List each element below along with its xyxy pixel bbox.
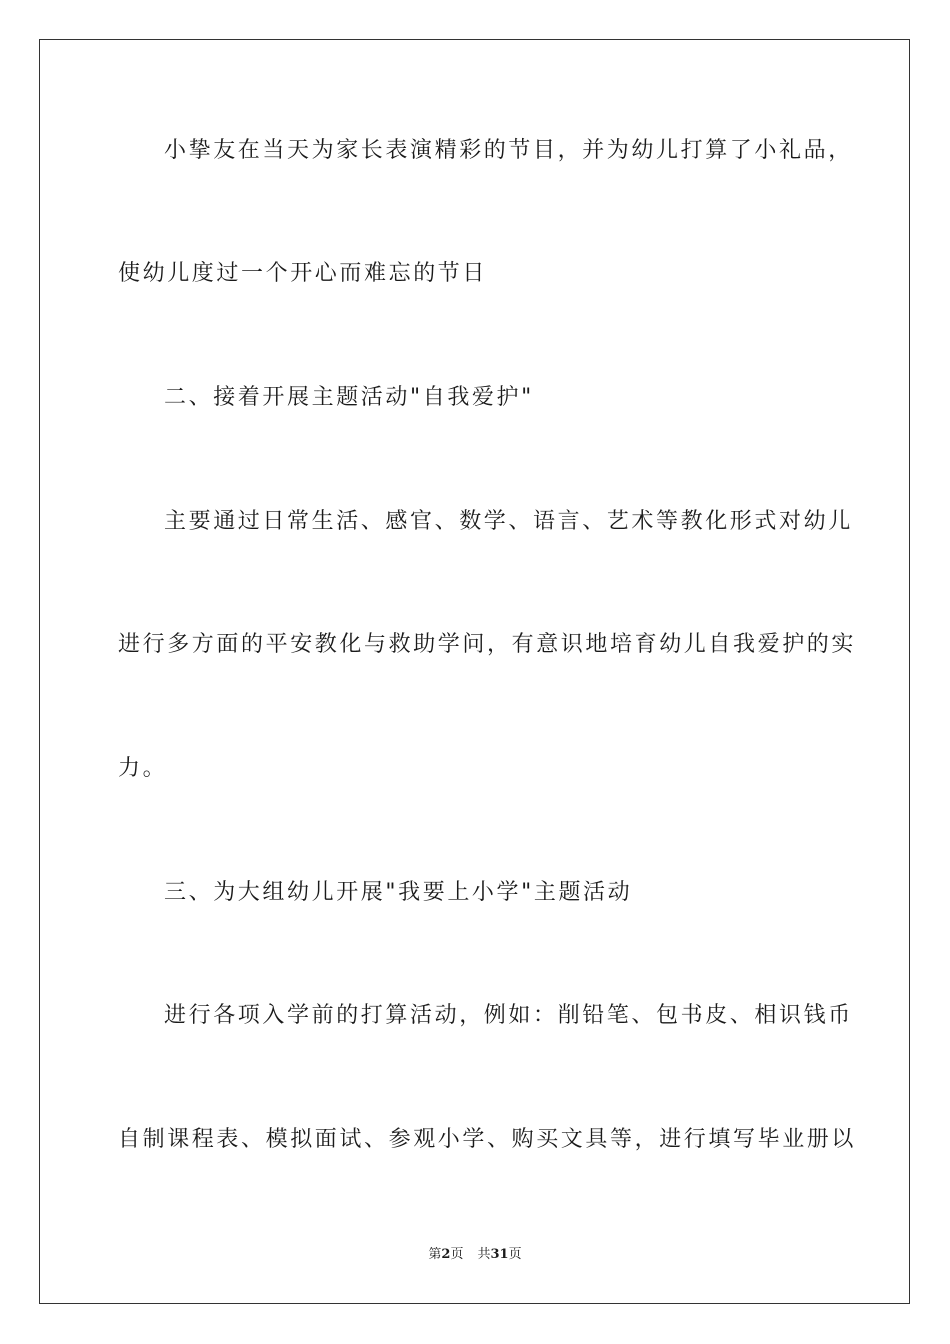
text-line-2: 使幼儿度过一个开心而难忘的节日 bbox=[118, 261, 488, 286]
page-footer bbox=[0, 1246, 950, 1264]
section-heading-2: 二、接着开展主题活动"自我爱护" bbox=[164, 385, 534, 410]
text-line-1: 小挚友在当天为家长表演精彩的节目，并为幼儿打算了小礼品， bbox=[164, 138, 853, 163]
text-line-7: 自制课程表、模拟面试、参观小学、购买文具等，进行填写毕业册以 bbox=[118, 1127, 857, 1152]
footer-total-number: 31 bbox=[490, 1247, 509, 1262]
footer-total-suffix: 页 bbox=[508, 1247, 522, 1262]
footer-page-prefix: 第 bbox=[428, 1247, 442, 1262]
footer-page-number: 2 bbox=[441, 1247, 451, 1262]
section-heading-3: 三、为大组幼儿开展"我要上小学"主题活动 bbox=[164, 880, 633, 905]
page-border bbox=[39, 39, 910, 1304]
footer-total-prefix: 共 bbox=[477, 1247, 491, 1262]
text-line-6: 进行各项入学前的打算活动，例如：削铅笔、包书皮、相识钱币 bbox=[164, 1003, 853, 1028]
text-line-3: 主要通过日常生活、感官、数学、语言、艺术等教化形式对幼儿 bbox=[164, 509, 853, 534]
footer-page-suffix: 页 bbox=[450, 1247, 464, 1262]
text-line-4: 进行多方面的平安教化与救助学问，有意识地培育幼儿自我爱护的实 bbox=[118, 632, 857, 657]
text-line-5: 力。 bbox=[118, 756, 168, 781]
